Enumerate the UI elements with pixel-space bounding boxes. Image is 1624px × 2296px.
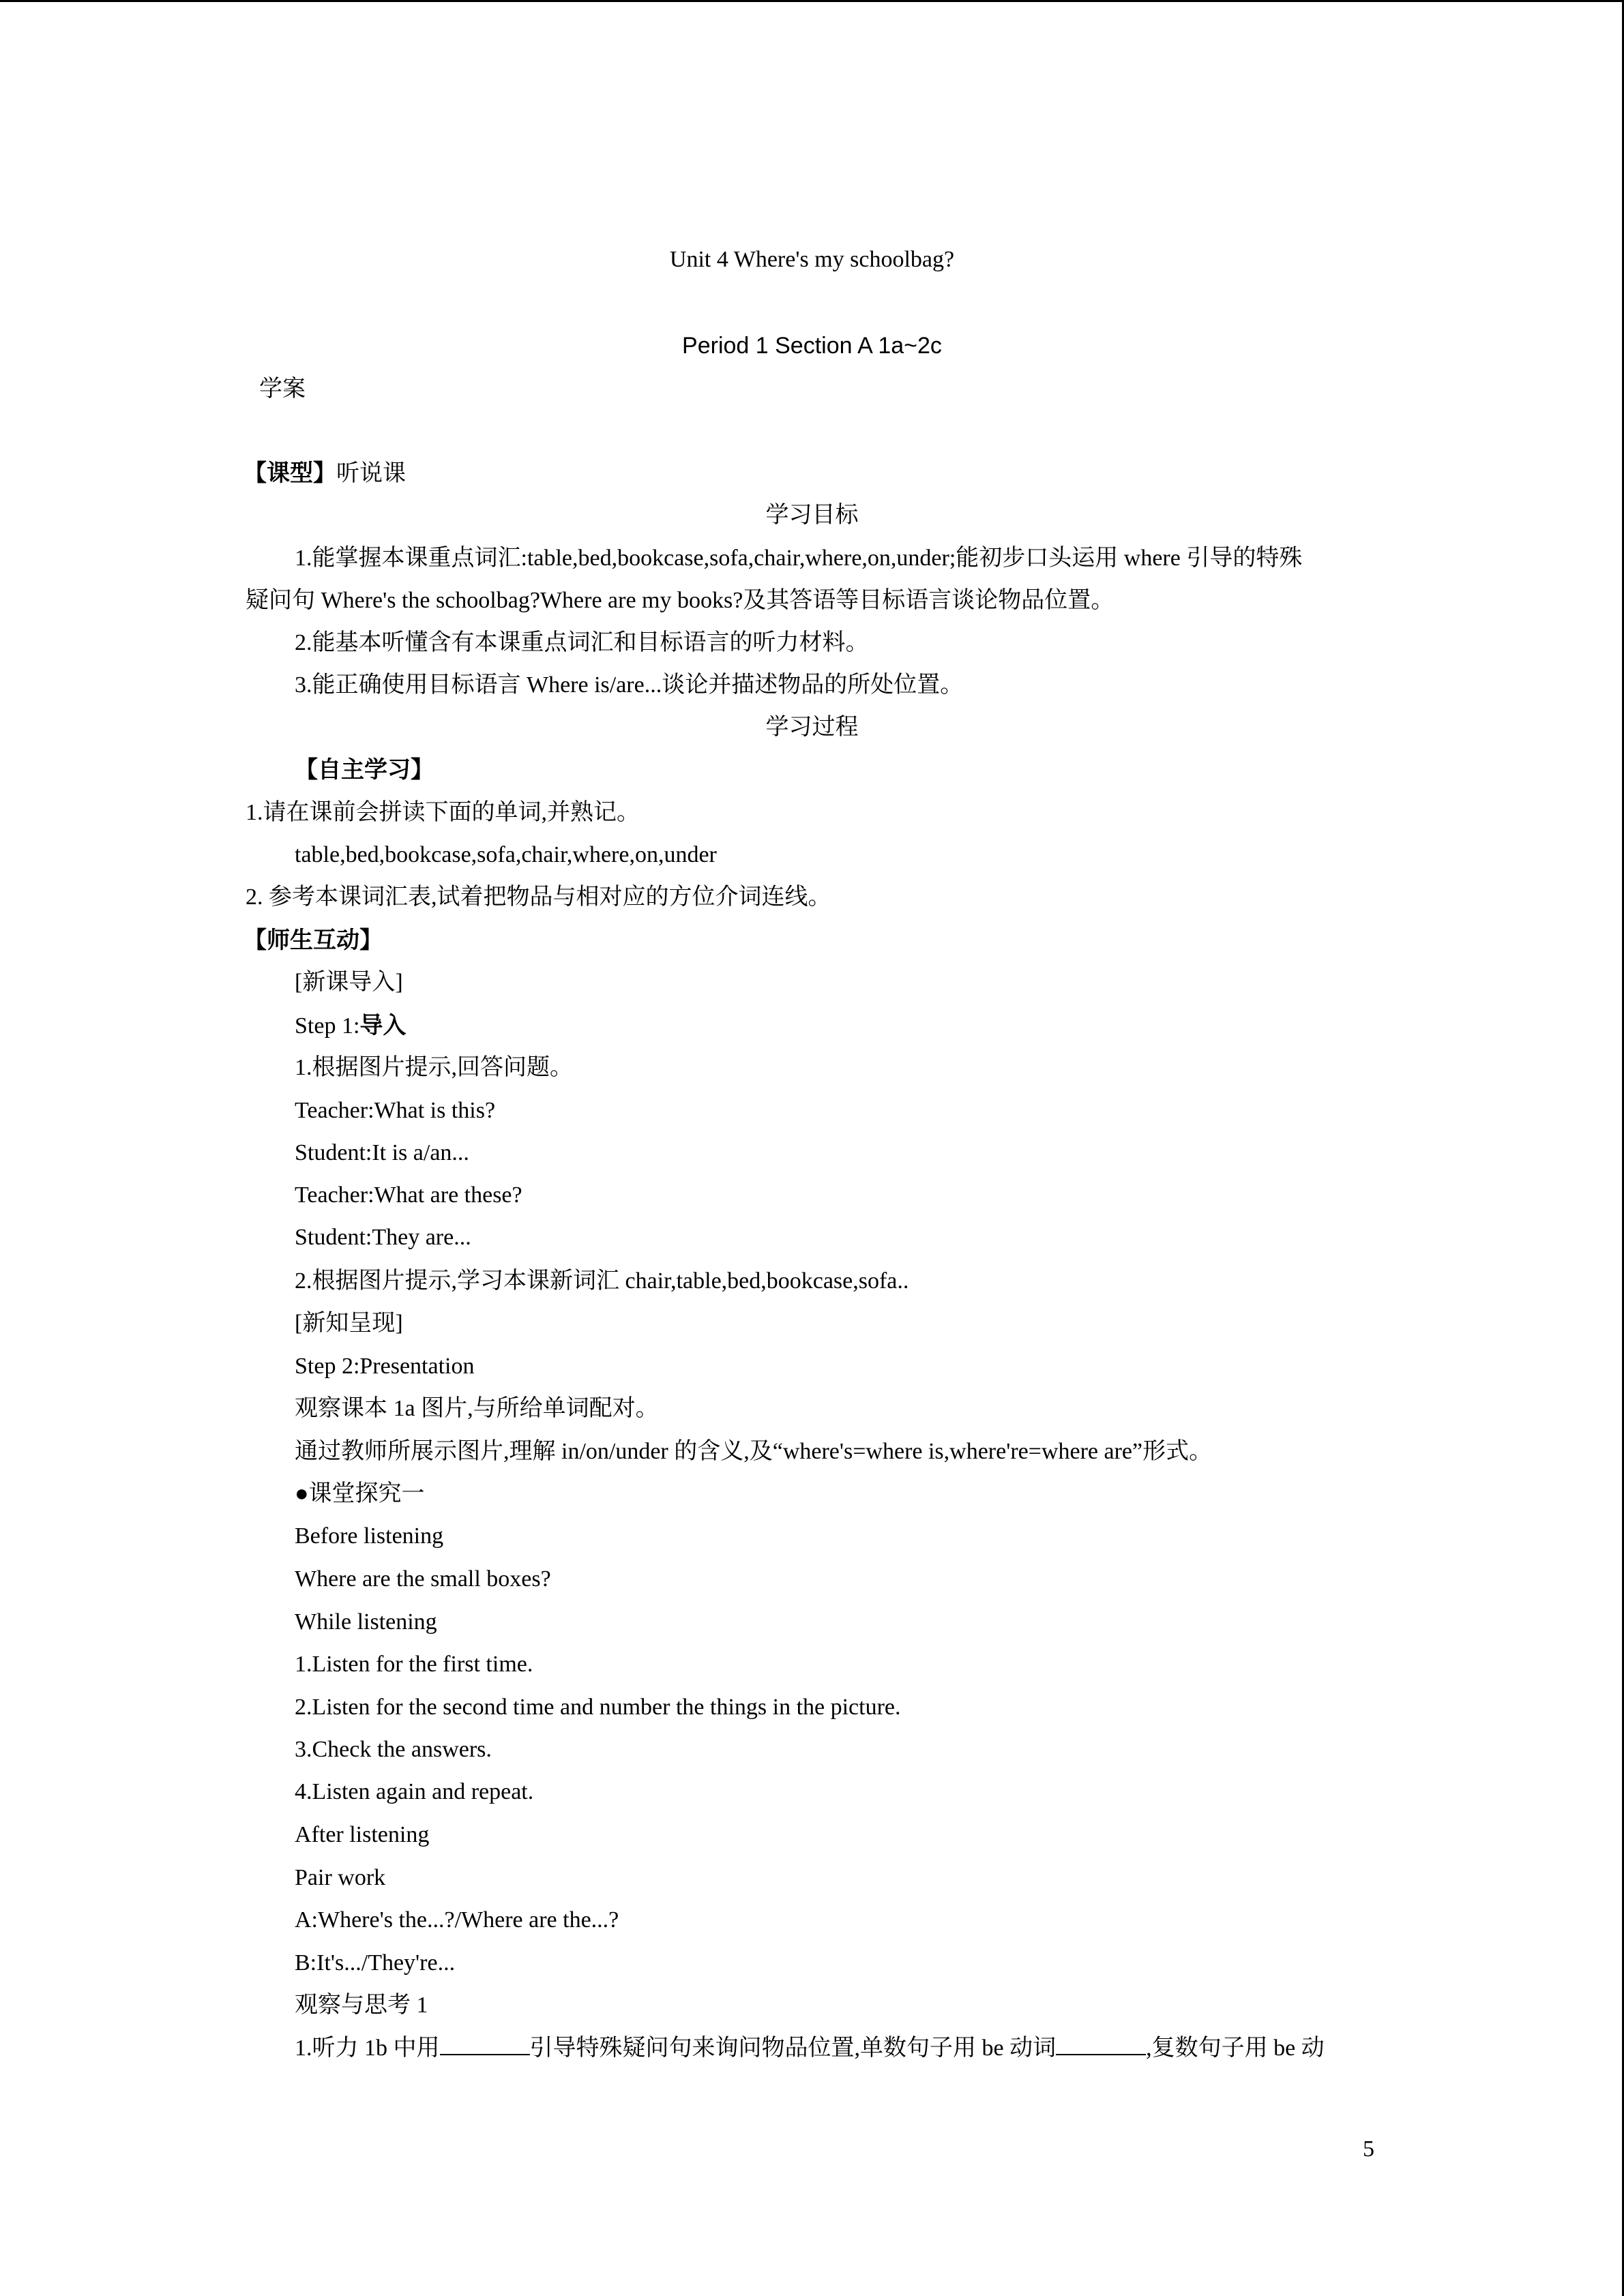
step2-line: Step 2:Presentation <box>295 1354 475 1379</box>
self-study-2: 2. 参考本课词汇表,试着把物品与相对应的方位介词连线。 <box>246 884 831 910</box>
lesson-type-value: 听说课 <box>336 461 406 486</box>
self-study-1: 1.请在课前会拼读下面的单词,并熟记。 <box>246 800 640 825</box>
pair-work: Pair work <box>295 1865 386 1890</box>
intro-bracket: [新课导入] <box>295 970 403 995</box>
lesson-type-line <box>243 458 406 490</box>
objective-1a: 1.能掌握本课重点词汇:table,bed,bookcase,sofa,chair,where,on,under;能初步口头运用 where 引导的特殊 <box>295 546 1303 571</box>
process-heading: 学习过程 <box>765 715 859 740</box>
step1-vocab: 2.根据图片提示,学习本课新词汇 chair,table,bed,bookcase,sofa.. <box>295 1268 909 1294</box>
question-1-line <box>295 2033 1325 2064</box>
question-1-part3: ,复数句子用 be 动 <box>1146 2036 1325 2061</box>
step1-line <box>295 1010 406 1042</box>
objectives-heading: 学习目标 <box>765 503 859 528</box>
xuean-label: 学案 <box>259 376 306 402</box>
think-1: 观察与思考 1 <box>295 1993 428 2018</box>
page-number: 5 <box>1363 2136 1374 2162</box>
objective-1b: 疑问句 Where's the schoolbag?Where are my books?及其答语等目标语言谈论物品位置。 <box>246 588 1114 613</box>
student-line-1: Student:It is a/an... <box>295 1140 469 1165</box>
listen-2: 2.Listen for the second time and number the things in the picture. <box>295 1695 901 1720</box>
student-line-2: Student:They are... <box>295 1225 471 1250</box>
explore-1: ●课堂探究一 <box>295 1481 425 1506</box>
listen-4: 4.Listen again and repeat. <box>295 1779 534 1804</box>
dialog-a: A:Where's the...?/Where are the...? <box>295 1907 619 1933</box>
teacher-line-1: Teacher:What is this? <box>295 1098 496 1123</box>
page-top-border <box>0 0 1624 2</box>
self-study-words: table,bed,bookcase,sofa,chair,where,on,under <box>295 842 717 867</box>
teacher-show: 通过教师所展示图片,理解 in/on/under 的含义,及“where's=where is,where're=where are”形式。 <box>295 1439 1213 1464</box>
period-title: Period 1 Section A 1a~2c <box>682 333 942 359</box>
new-bracket: [新知呈现] <box>295 1311 403 1336</box>
after-listening: After listening <box>295 1822 430 1847</box>
observe-1a: 观察课本 1a 图片,与所给单词配对。 <box>295 1396 659 1421</box>
objective-2: 2.能基本听懂含有本课重点词汇和目标语言的听力材料。 <box>295 630 869 655</box>
objective-3: 3.能正确使用目标语言 Where is/are...谈论并描述物品的所处位置。 <box>295 672 964 698</box>
lesson-type-tag: 【课型】 <box>243 460 336 486</box>
small-boxes: Where are the small boxes? <box>295 1566 551 1592</box>
step1-bold: 导入 <box>359 1013 407 1039</box>
answer-blank-1[interactable] <box>440 2033 530 2055</box>
while-listening: While listening <box>295 1609 437 1635</box>
before-listening: Before listening <box>295 1523 444 1549</box>
listen-1: 1.Listen for the first time. <box>295 1652 533 1677</box>
question-1-part2: 引导特殊疑问句来询问物品位置,单数句子用 be 动词 <box>529 2036 1057 2061</box>
unit-title: Unit 4 Where's my schoolbag? <box>669 247 955 272</box>
teacher-line-2: Teacher:What are these? <box>295 1182 522 1208</box>
dialog-b: B:It's.../They're... <box>295 1950 456 1976</box>
step1-question: 1.根据图片提示,回答问题。 <box>295 1055 573 1080</box>
listen-3: 3.Check the answers. <box>295 1737 492 1762</box>
question-1-part1: 1.听力 1b 中用 <box>295 2036 440 2061</box>
answer-blank-2[interactable] <box>1056 2033 1146 2055</box>
self-study-tag: 【自主学习】 <box>295 757 434 783</box>
step1-prefix: Step 1: <box>295 1013 360 1039</box>
interaction-tag: 【师生互动】 <box>243 927 383 953</box>
